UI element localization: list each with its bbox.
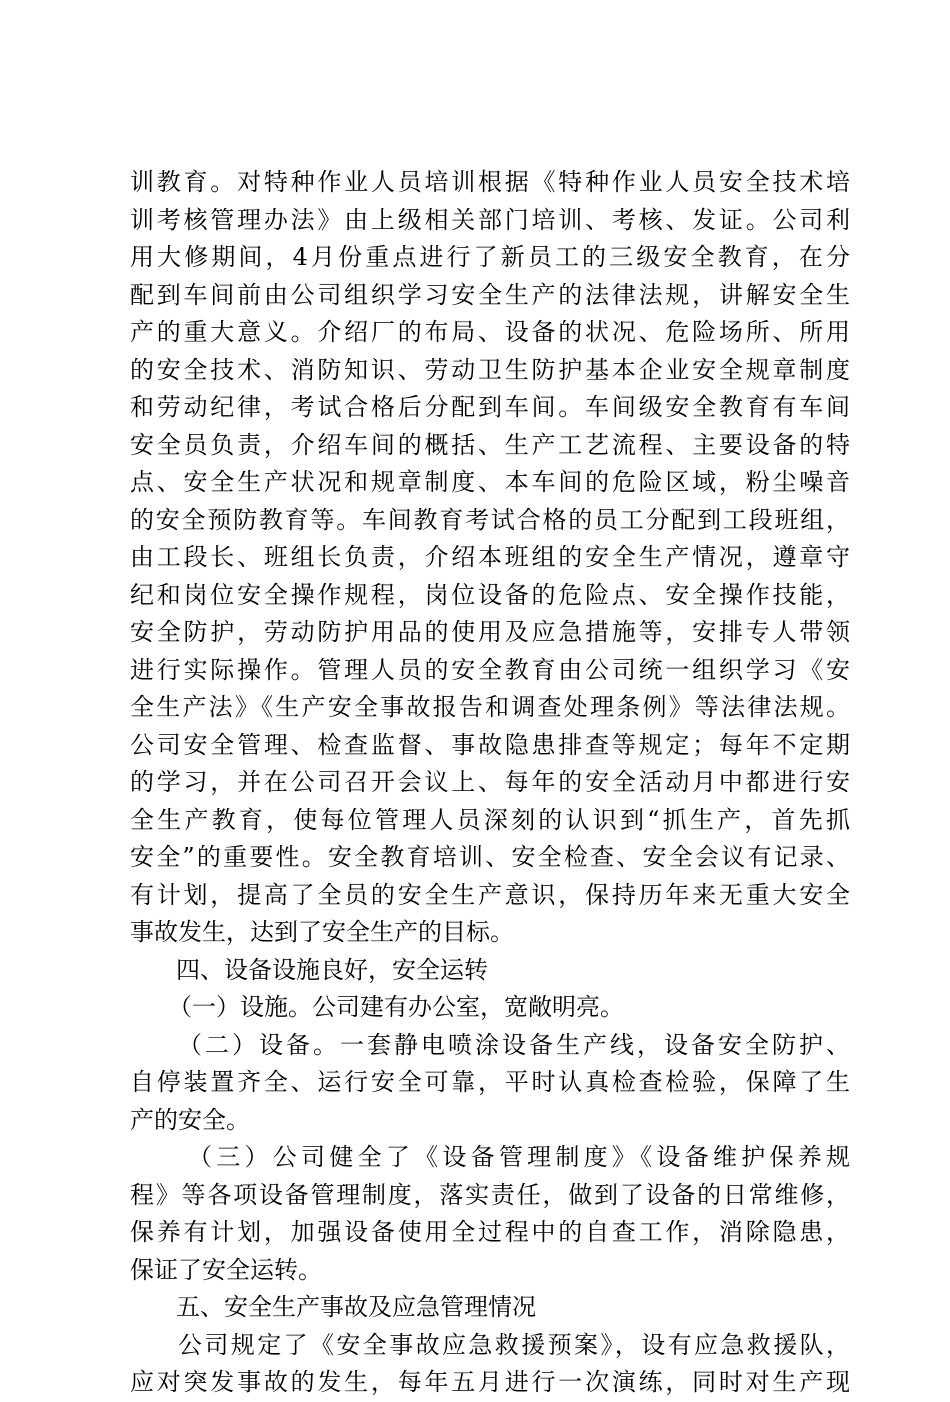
text-line: 产的安全。 — [130, 1105, 250, 1134]
text-line: 训考核管理办法》由上级相关部门培训、考核、发证。公司利 — [130, 205, 850, 234]
text-line: 安全员负责，介绍车间的概括、生产工艺流程、主要设备的特 — [130, 430, 850, 459]
text-line: 进行实际操作。管理人员的安全教育由公司统一组织学习《安 — [130, 655, 850, 684]
text-line: 的学习，并在公司召开会议上、每年的安全活动月中都进行安 — [130, 768, 850, 796]
text-line: 安全防护，劳动防护用品的使用及应急措施等，安排专人带领 — [130, 618, 850, 646]
text-line: 全生产法》《生产安全事故报告和调查处理条例》等法律法规。 — [130, 693, 850, 721]
text-line: 安全”的重要性。安全教育培训、安全检查、安全会议有记录、 — [130, 843, 850, 871]
section-heading: 五、安全生产事故及应急管理情况 — [176, 1293, 536, 1321]
subsection-line: （三）公司健全了《设备管理制度》《设备维护保养规 — [188, 1143, 850, 1171]
subsection-line: （二）设备。一套静电喷涂设备生产线，设备安全防护、 — [178, 1030, 850, 1059]
text-line: 产的重大意义。介绍厂的布局、设备的状况、危险场所、所用 — [130, 318, 850, 346]
text-line: 的安全预防教育等。车间教育考试合格的员工分配到工段班组， — [130, 505, 850, 534]
text-line: 保证了安全运转。 — [130, 1255, 322, 1284]
text-line: 有计划，提高了全员的安全生产意识，保持历年来无重大安全 — [130, 880, 850, 909]
text-line: 用大修期间，4月份重点进行了新员工的三级安全教育，在分 — [130, 243, 850, 271]
subsection-line: （一）设施。公司建有办公室，宽敞明亮。 — [168, 993, 624, 1021]
text-line: 点、安全生产状况和规章制度、本车间的危险区域，粉尘噪音 — [130, 468, 850, 496]
text-line: 事故发生，达到了安全生产的目标。 — [130, 918, 514, 946]
text-line: 自停装置齐全、运行安全可靠，平时认真检查检验，保障了生 — [130, 1068, 850, 1096]
text-line: 全生产教育，使每位管理人员深刻的认识到“抓生产，首先抓 — [130, 805, 850, 834]
document-body — [130, 164, 850, 1402]
text-line: 训教育。对特种作业人员培训根据《特种作业人员安全技术培 — [130, 168, 850, 196]
text-line: 保养有计划，加强设备使用全过程中的自查工作，消除隐患， — [130, 1218, 850, 1246]
text-line: 和劳动纪律，考试合格后分配到车间。车间级安全教育有车间 — [130, 393, 850, 421]
text-line: 配到车间前由公司组织学习安全生产的法律法规，讲解安全生 — [130, 280, 850, 309]
text-line: 应对突发事故的发生，每年五月进行一次演练，同时对生产现 — [130, 1368, 850, 1396]
text-line: 的安全技术、消防知识、劳动卫生防护基本企业安全规章制度 — [130, 355, 850, 384]
text-line: 纪和岗位安全操作规程，岗位设备的危险点、安全操作技能， — [130, 580, 850, 609]
text-line: 公司规定了《安全事故应急救援预案》，设有应急救援队， — [178, 1330, 850, 1359]
text-line: 公司安全管理、检查监督、事故隐患排查等规定；每年不定期 — [130, 730, 850, 759]
text-line: 程》等各项设备管理制度，落实责任，做到了设备的日常维修， — [130, 1180, 850, 1209]
section-heading: 四、设备设施良好，安全运转 — [176, 955, 488, 984]
text-line: 由工段长、班组长负责，介绍本班组的安全生产情况，遵章守 — [130, 543, 850, 571]
